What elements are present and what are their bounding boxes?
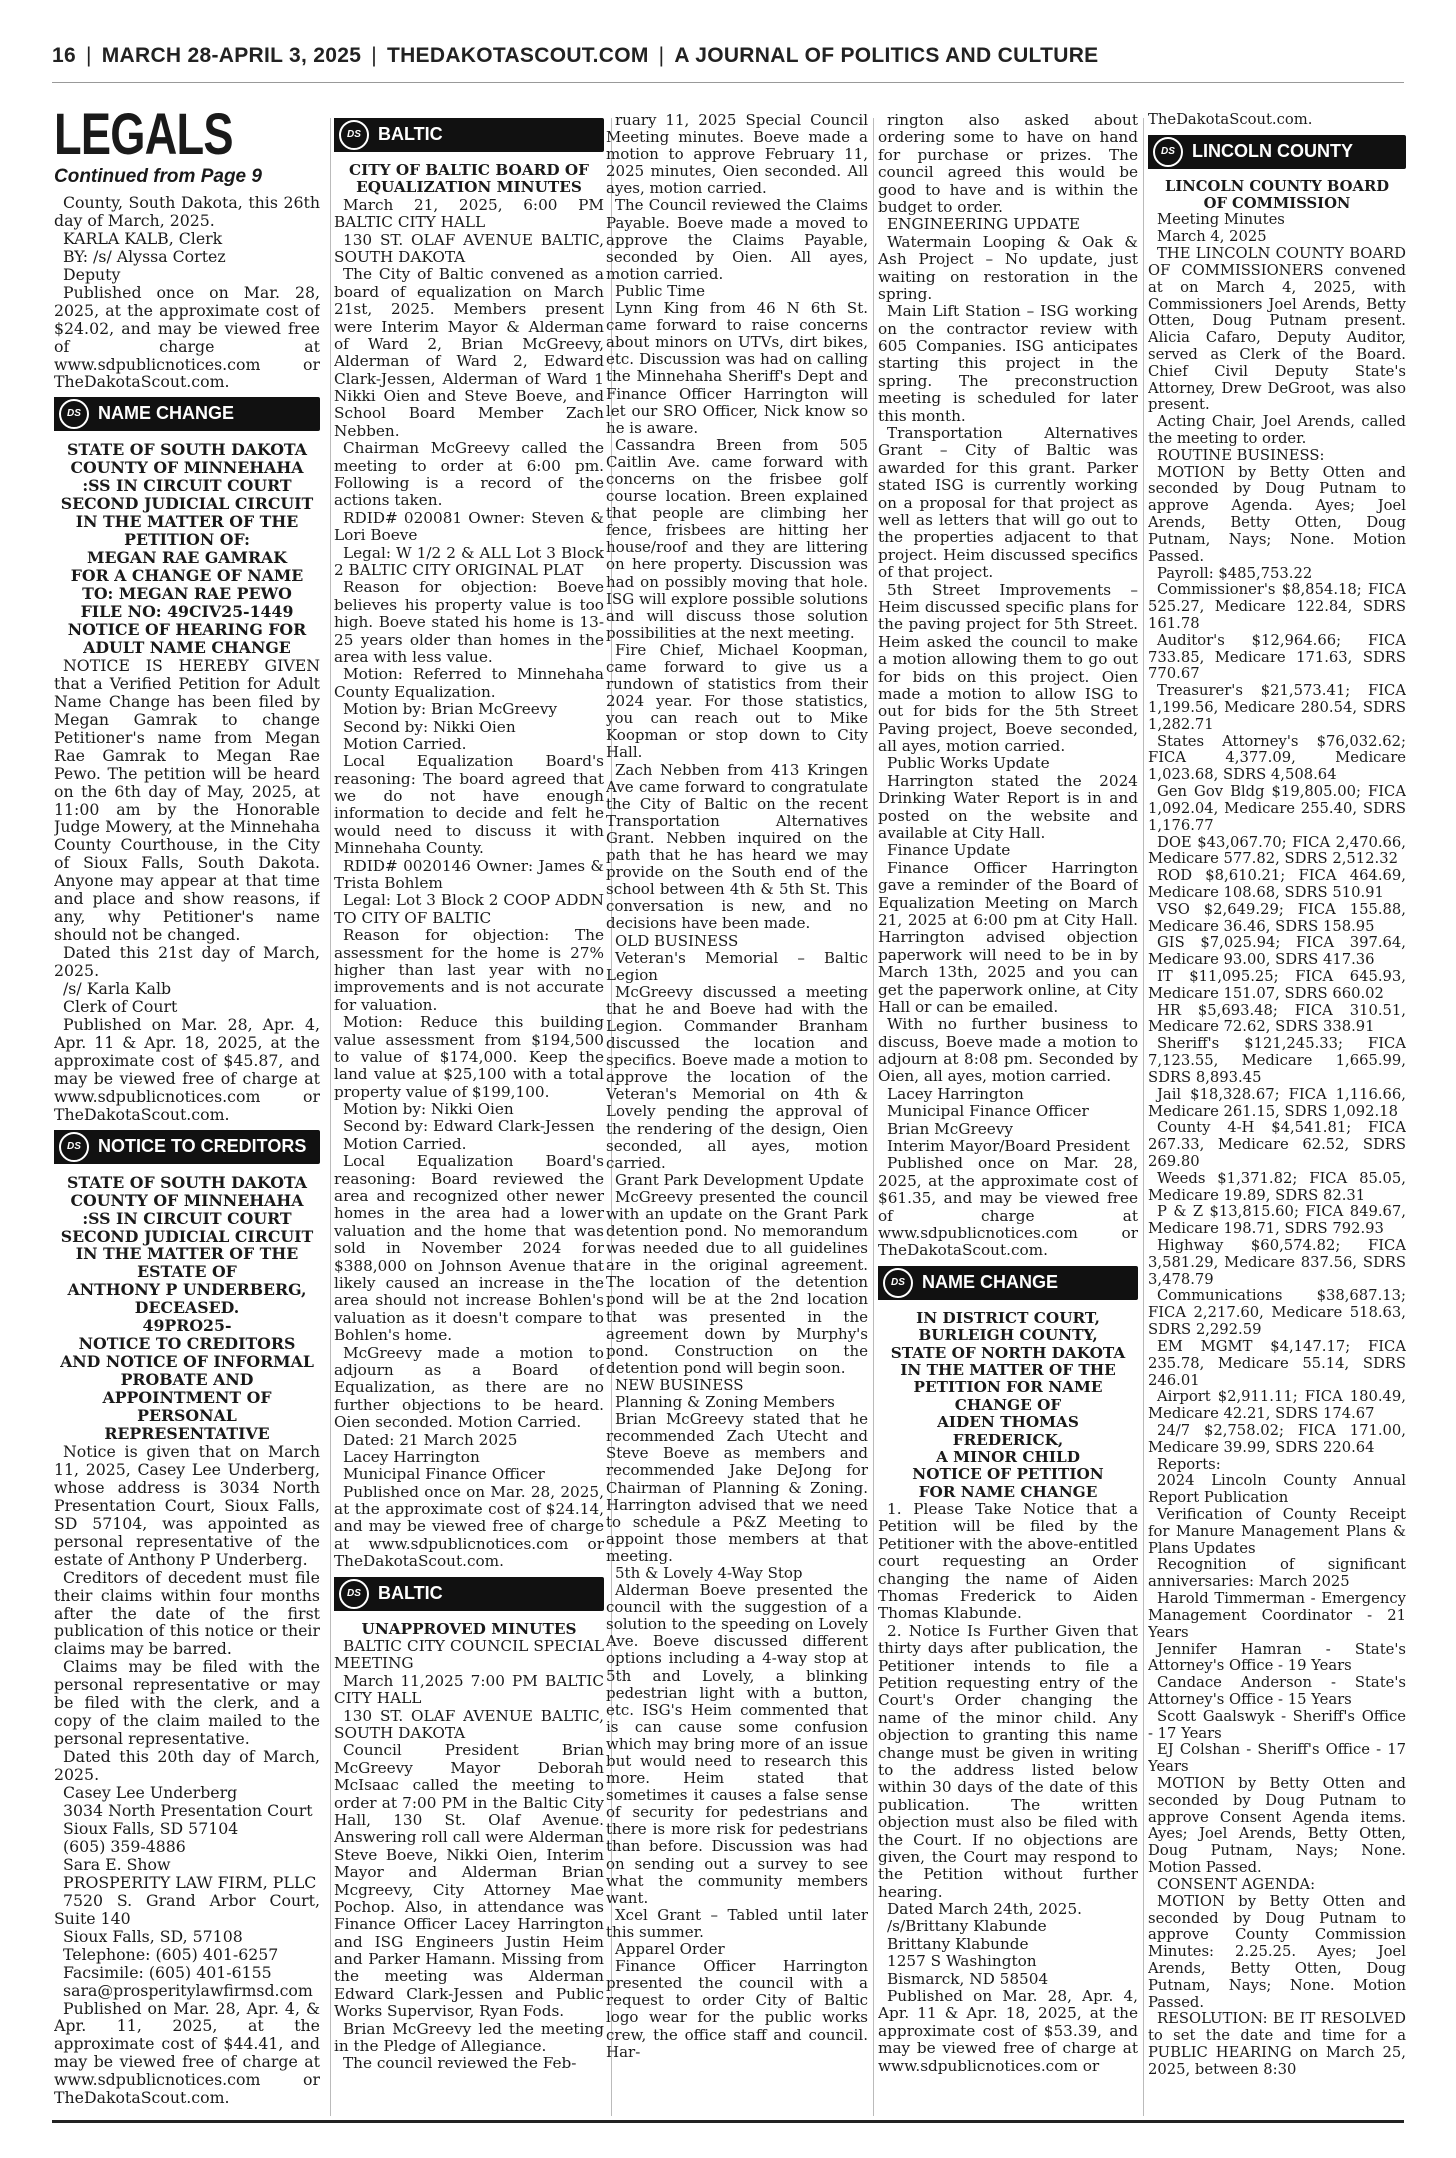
paragraph: Local Equalization Board's reasoning: Board reviewed the area and recognized other newer homes in the area had a lower valuation and the home that was sold in November 2024 for $388,000 on Johnson Avenue that likely caused an increase in the area should not increase Bohlen's valuation as it doesn't compare to Bohlen's home. xyxy=(334,1152,604,1345)
paragraph: Sheriff's $121,245.33; FICA 7,123.55, Medicare 1,665.99, SDRS 8,893.45 xyxy=(1148,1035,1406,1086)
paragraph: Candace Anderson - State's Attorney's Office - 15 Years xyxy=(1148,1674,1406,1708)
paragraph: Gen Gov Bldg $19,805.00; FICA 1,092.04, Medicare 255.40, SDRS 1,176.77 xyxy=(1148,783,1406,834)
paragraph: GIS $7,025.94; FICA 397.64, Medicare 93.00, SDRS 417.36 xyxy=(1148,934,1406,969)
paragraph: PROSPERITY LAW FIRM, PLLC xyxy=(63,1872,317,1892)
paragraph: Legal: W 1/2 2 & ALL Lot 3 Block 2 BALTIC CITY ORIGINAL PLAT xyxy=(334,543,604,579)
paragraph: 5th & Lovely 4-Way Stop xyxy=(615,1563,803,1582)
paragraph: Brian McGreevy xyxy=(887,1119,1014,1138)
paragraph: ROD $8,610.21; FICA 464.69, Medicare 108.68, SDRS 510.91 xyxy=(1148,867,1406,901)
section-header-label: BALTIC xyxy=(378,124,443,145)
paragraph: MOTION by Betty Otten and seconded by Doug Putnam to approve Consent Agenda items. Ayes; Joel Arends, Betty Otten, Doug Putnam, Nays; None. Motion Passed. xyxy=(1148,1775,1406,1877)
paragraph: Published on Mar. 28, Apr. 4, Apr. 11 & Apr. 18, 2025, at the approximate cost of $45.87, and may be viewed free of charge at www.sdpublicnotices.com or TheDakotaScout.com. xyxy=(54,1014,320,1124)
paragraph: Municipal Finance Officer xyxy=(887,1102,1089,1121)
notice-title: CITY OF BALTIC BOARD OF EQUALIZATION MINUTES xyxy=(349,161,589,197)
notice-title: IN DISTRICT COURT, BURLEIGH COUNTY, STATE OF NORTH DAKOTA IN THE MATTER OF THE PETITION FOR NAME CHANGE OF AIDEN THOMAS FREDERICK, A MINOR CHILD NOTICE OF PETITION FOR NAME CHANGE xyxy=(890,1308,1126,1501)
paragraph: Casey Lee Underberg xyxy=(63,1783,238,1803)
section-header-name-change xyxy=(878,1266,1138,1300)
section-subtitle: Continued from Page 9 xyxy=(54,166,262,187)
paragraph: Second by: Edward Clark-Jessen xyxy=(343,1117,595,1136)
paragraph: CONSENT AGENDA: xyxy=(1157,1875,1316,1893)
paragraph: RESOLUTION: BE IT RESOLVED to set the date and time for a PUBLIC HEARING on March 25, 2025, between 8:30 xyxy=(1148,2010,1406,2078)
paragraph: Alderman Boeve presented the council with the suggestion of a solution to the speeding on Lovely Ave. Boeve discussed different options including a 4-way stop at 5th and Lovely, a blinking pedestrian light with a button, etc. ISG's Heim commented that is can cause some confusion which may bring more of an issue but would need to research this more. Heim stated that sometimes it causes a false sense of security for pedestrians and there is more risk for pedestrians than before. Discussion was had on sending out a survey to see what the community members want. xyxy=(606,1581,868,1907)
paragraph: 2024 Lincoln County Annual Report Publication xyxy=(1148,1472,1406,1507)
notice-text xyxy=(334,197,604,1571)
paragraph: Telephone: (605) 401-6257 xyxy=(63,1944,279,1964)
paragraph: Commissioner's $8,854.18; FICA 525.27, Medicare 122.84, SDRS 161.78 xyxy=(1148,581,1406,632)
paragraph: Sara E. Show xyxy=(63,1854,171,1874)
paragraph: Scott Gaalswyk - Sheriff's Office - 17 Years xyxy=(1148,1707,1406,1742)
paragraph: Dated: 21 March 2025 xyxy=(343,1430,518,1449)
paragraph: Jail $18,328.67; FICA 1,116.66, Medicare 261.15, SDRS 1,092.18 xyxy=(1148,1085,1406,1120)
section-header-name-change xyxy=(54,397,320,431)
paragraph: Motion by: Brian McGreevy xyxy=(343,700,558,719)
paragraph: Motion Carried. xyxy=(343,734,467,753)
paragraph: Brian McGreevy led the meeting in the Pledge of Allegiance. xyxy=(334,2019,604,2056)
column-divider xyxy=(873,118,874,2116)
paragraph: VSO $2,649.29; FICA 155.88, Medicare 36.46, SDRS 158.95 xyxy=(1148,900,1406,935)
paragraph: Notice is given that on March 11, 2025, Casey Lee Underberg, whose address is 3034 North Presentation Court, Sioux Falls, SD 57104, was appointed as personal representative of the estate of Anthony P Underberg. xyxy=(54,1441,320,1569)
paragraph: With no further business to discuss, Boeve made a motion to adjourn at 8:08 pm. Seconded by Oien, all ayes, motion carried. xyxy=(878,1015,1138,1086)
notice-title: LINCOLN COUNTY BOARD OF COMMISSION xyxy=(1165,177,1389,212)
paragraph: (605) 359-4886 xyxy=(63,1836,186,1856)
notice-text xyxy=(54,657,320,1124)
section-header-label: NAME CHANGE xyxy=(98,403,235,424)
scout-logo-icon: DS xyxy=(1148,135,1188,169)
paragraph: 1257 S Washington xyxy=(887,1952,1037,1971)
paragraph: rington also asked about ordering some to have on hand for purchase or prizes. The council agreed this would be good to have and is within the budget to order. xyxy=(878,112,1138,216)
paragraph: 7520 S. Grand Arbor Court, Suite 140 xyxy=(54,1890,320,1928)
paragraph: Meeting Minutes xyxy=(1157,211,1285,229)
paragraph: Veteran's Memorial – Baltic Legion xyxy=(606,948,868,984)
paragraph: 130 ST. OLAF AVENUE BALTIC, SOUTH DAKOTA xyxy=(334,1706,604,1742)
page-number: 16 xyxy=(52,44,76,67)
site-link[interactable]: THEDAKOTASCOUT.COM xyxy=(386,44,649,67)
paragraph: Apparel Order xyxy=(615,1940,725,1959)
column-5 xyxy=(1148,112,1406,2110)
column-2 xyxy=(334,118,604,2116)
paragraph: Council President Brian McGreevy Mayor Deborah McIsaac called the meeting to order at 7:00 PM in the Baltic City Hall, 130 St. Olaf Avenue. Answering roll call were Alderman Steve Boeve, Nikki Oien, Interim Mayor and Alderman Brian Mcgreevy, City Attorney Mae Pochop. Also, in attendance was Finance Officer Lacey Harrington and ISG Engineers Justin Heim and Parker Hamann. Missing from the meeting was Alderman Edward Clark-Jessen and Public Works Supervisor, Ryan Fods. xyxy=(334,1741,604,2021)
paragraph: sara@prosperitylawfirmsd.com xyxy=(63,1980,313,2000)
paragraph: Harrington stated the 2024 Drinking Water Report is in and posted on the website and available at City Hall. xyxy=(878,771,1138,843)
section-header-lincoln-county xyxy=(1148,135,1406,169)
paragraph: Highway $60,574.82; FICA 3,581.29, Medicare 837.56, SDRS 3,478.79 xyxy=(1148,1237,1406,1288)
footer-rule xyxy=(52,2120,1404,2123)
paragraph: MOTION by Betty Otten and seconded by Doug Putnam to approve Agenda. Ayes; Joel Arends, Betty Otten, Doug Putnam, Nays; None. Motion Passed. xyxy=(1148,463,1406,565)
paragraph: McGreevy presented the council with an update on the Grant Park detention pond. No memorandum was needed due to all guidelines are in the original agreement. The location of the detention pond will be at the 2nd location that was presented in the agreement down by Murphy's pond. Construction on the detention pond will begin soon. xyxy=(606,1187,868,1377)
paragraph: Finance Officer Harrington presented the council with a request to order City of Baltic logo wear for the public works crew, the office staff and council. Har- xyxy=(606,1957,868,2061)
paragraph: Dated this 20th day of March, 2025. xyxy=(54,1747,320,1785)
masthead: 16 | MARCH 28-APRIL 3, 2025 | THEDAKOTASCOUT.COM | A JOURNAL OF POLITICS AND CULTURE xyxy=(52,44,1099,67)
paragraph: Brittany Klabunde xyxy=(887,1934,1029,1953)
notice-text xyxy=(54,1443,320,2107)
paragraph: Planning & Zoning Members xyxy=(615,1393,835,1412)
paragraph: The City of Baltic convened as a board of equalization on March 21st, 2025. Members present were Interim Mayor & Alderman of Ward 2, Brian McGreevy, Alderman of Ward 2, Edward Clark-Jessen, Alderman of Ward 1 Nikki Oien and Steve Boeve, and School Board Member Zach Nebben. xyxy=(334,265,604,440)
paragraph: 5th Street Improvements – Heim discussed specific plans for the paving project for 5th Street. Heim asked the council to make a motion allowing them to go out for bids on this project. Oien made a motion to allow ISG to out for bids for the 5th Street Paving project, Boeve seconded, all ayes, motion carried. xyxy=(878,580,1138,756)
paragraph: 130 ST. OLAF AVENUE BALTIC, SOUTH DAKOTA xyxy=(334,230,604,266)
paragraph: Legal: Lot 3 Block 2 COOP ADDN TO CITY OF BALTIC xyxy=(334,891,604,927)
paragraph: Communications $38,687.13; FICA 2,217.60, Medicare 518.63, SDRS 2,292.59 xyxy=(1148,1287,1406,1339)
paragraph: Facsimile: (605) 401-6155 xyxy=(63,1962,272,1982)
paragraph: Harold Timmerman - Emergency Management Coordinator - 21 Years xyxy=(1148,1590,1406,1641)
section-header-creditors xyxy=(54,1130,320,1164)
paragraph: Acting Chair, Joel Arends, called the meeting to order. xyxy=(1148,413,1406,447)
paragraph: Transportation Alternatives Grant – City of Baltic was awarded for this grant. Parker stated ISG is currently working on a proposal for that project as well as letters that will go out to the properties adjacent to that project. Heim discussed specifics of that project. xyxy=(878,424,1138,582)
column-1 xyxy=(54,112,320,2110)
paragraph: NOTICE IS HEREBY GIVEN that a Verified Petition for Adult Name Change has been filed by Megan Gamrak to change Petitioner's name from Megan Rae Gamrak to Megan Rae Pewo. The petition will be heard on the 6th day of May, 2025, at 11:00 am by the Honorable Judge Mowery, at the Minnehaha County Courthouse, in the City of Sioux Falls, South Dakota. Anyone may appear at that time and place and show reasons, if any, why Petitioner's name should not be changed. xyxy=(54,655,320,945)
paragraph: Clerk of Court xyxy=(63,996,178,1016)
header-divider xyxy=(52,82,1404,83)
notice-title: STATE OF SOUTH DAKOTA COUNTY OF MINNEHAHA :SS IN CIRCUIT COURT SECOND JUDICIAL CIRCUIT IN THE MATTER OF THE PETITION OF: MEGAN RAE GAMRAK FOR A CHANGE OF NAME TO: MEGAN RAE PEWO FILE NO: 49CIV25-1449 NOTICE OF HEARING FOR ADULT NAME CHANGE xyxy=(60,440,314,657)
paragraph: Verification of County Receipt for Manure Management Plans & Plans Updates xyxy=(1148,1506,1406,1557)
paragraph: EM MGMT $4,147.17; FICA 235.78, Medicare 55.14, SDRS 246.01 xyxy=(1148,1337,1406,1389)
paragraph: 1. Please Take Notice that a Petition will be filed by the Petitioner with the above-entitled court requesting an Order changing the name of Aiden Thomas Frederick to Aiden Thomas Klabunde. xyxy=(878,1500,1138,1623)
paragraph: March 11,2025 7:00 PM BALTIC CITY HALL xyxy=(334,1671,604,1708)
paragraph: Zach Nebben from 413 Kringen Ave came forward to congratulate the City of Baltic on the recent Transportation Alternatives Grant. Nebben inquired on the path that he has heard we may provide on the South end of the school between 4th & 5th St. This conversation is new, and no decisions have been made. xyxy=(606,760,868,933)
section-title: LEGALS xyxy=(54,112,233,167)
section-header-label: NOTICE TO CREDITORS xyxy=(98,1135,307,1156)
paragraph: March 4, 2025 xyxy=(1157,228,1267,246)
paragraph: Main Lift Station – ISG working on the contractor review with 605 Companies. ISG anticipates starting this project in the spring. The preconstruction meeting is scheduled for later this month. xyxy=(878,302,1138,425)
paragraph: P & Z $13,815.60; FICA 849.67, Medicare 198.71, SDRS 792.93 xyxy=(1148,1203,1406,1238)
paragraph: Published once on Mar. 28, 2025, at the approximate cost of $61.35, and may be viewed free of charge at www.sdpublicnotices.com or TheDakotaScout.com. xyxy=(878,1154,1138,1260)
notice-title: UNAPPROVED MINUTES xyxy=(361,1619,577,1638)
paragraph: BALTIC CITY COUNCIL SPECIAL MEETING xyxy=(334,1637,604,1673)
paragraph: Published once on Mar. 28, 2025, at the approximate cost of $24.14, and may be viewed free of charge at www.sdpublicnotices.com or TheDakotaScout.com. xyxy=(334,1482,604,1571)
paragraph: Auditor's $12,964.66; FICA 733.85, Medicare 171.63, SDRS 770.67 xyxy=(1148,631,1406,683)
scout-logo-icon: DS xyxy=(878,1266,918,1300)
paragraph: /s/Brittany Klabunde xyxy=(887,1917,1047,1936)
paragraph: Motion: Referred to Minnehaha County Equalization. xyxy=(334,665,604,701)
paragraph: Fire Chief, Michael Koopman, came forward to give us a rundown of statistics from their 2024 year. For those statistics, you can reach out to Mike Koopman or stop down to City Hall. xyxy=(606,640,868,762)
paragraph: Motion by: Nikki Oien xyxy=(343,1100,514,1119)
notice-title: STATE OF SOUTH DAKOTA COUNTY OF MINNEHAHA :SS IN CIRCUIT COURT SECOND JUDICIAL CIRCUIT IN THE MATTER OF THE ESTATE OF ANTHONY P UNDERBERG, DECEASED. 49PRO25- NOTICE TO CREDITORS AND NOTICE OF INFORMAL PROBATE AND APPOINTMENT OF PERSONAL REPRESENTATIVE xyxy=(60,1172,314,1443)
paragraph: Dated this 21st day of March, 2025. xyxy=(54,943,320,981)
paragraph: Reason for objection: Boeve believes his property value is too high. Boeve stated his home is 13-25 years older than homes in the area with less value. xyxy=(334,578,604,666)
paragraph: 24/7 $2,758.02; FICA 171.00, Medicare 39.99, SDRS 220.64 xyxy=(1148,1421,1406,1456)
paragraph: Creditors of decedent must file their claims within four months after the date of the first publication of this notice or their claims may be barred. xyxy=(54,1567,320,1659)
scout-logo-icon: DS xyxy=(54,1130,94,1164)
paragraph: BY: /s/ Alyssa Cortez xyxy=(63,246,226,266)
paragraph: Second by: Nikki Oien xyxy=(343,717,516,736)
paragraph: March 21, 2025, 6:00 PM BALTIC CITY HALL xyxy=(334,195,604,232)
paragraph: Lacey Harrington xyxy=(343,1447,480,1466)
paragraph: Lacey Harrington xyxy=(887,1084,1024,1103)
paragraph: DOE $43,067.70; FICA 2,470.66, Medicare 577.82, SDRS 2,512.32 xyxy=(1148,833,1406,868)
paragraph: The Council reviewed the Claims Payable. Boeve made a moved to approve the Claims Payable, seconded by Oien. All ayes, motion carried. xyxy=(606,196,868,283)
paragraph: 3034 North Presentation Court xyxy=(63,1801,313,1821)
paragraph: Jennifer Hamran - State's Attorney's Office - 19 Years xyxy=(1148,1640,1406,1675)
paragraph: Public Works Update xyxy=(887,754,1050,773)
paragraph: RDID# 0020146 Owner: James & Trista Bohlem xyxy=(334,856,604,893)
notice-text xyxy=(878,112,1138,1260)
paragraph: States Attorney's $76,032.62; FICA 4,377.09, Medicare 1,023.68, SDRS 4,508.64 xyxy=(1148,732,1406,784)
paragraph: Claims may be filed with the personal representative or may be filed with the clerk, and a copy of the claim mailed to the personal representative. xyxy=(54,1657,320,1749)
paragraph: Lynn King from 46 N 6th St. came forward to raise concerns about minors on UTVs, dirt bikes, etc. Discussion was had on calling the Minnehaha Sheriff's Dept and Finance Officer Harrington will let our SRO Officer, Nick know so he is aware. xyxy=(606,299,868,437)
paragraph: Reports: xyxy=(1157,1455,1221,1473)
notice-text xyxy=(334,1638,604,2073)
paragraph: EJ Colshan - Sheriff's Office - 17 Years xyxy=(1148,1741,1406,1776)
paragraph: County 4-H $4,541.81; FICA 267.33, Medicare 62.52, SDRS 269.80 xyxy=(1148,1119,1406,1170)
section-header-label: BALTIC xyxy=(378,1582,443,1603)
paragraph: ENGINEERING UPDATE xyxy=(887,215,1080,234)
paragraph: THE LINCOLN COUNTY BOARD OF COMMISSIONERS convened at on March 4, 2025, with Commissioners Joel Arends, Betty Otten, Doug Putnam present. Alicia Cafaro, Deputy Auditor, served as Clerk of the Board. Chief Civil Deputy State's Attorney, Drew DeGroot, was also present. xyxy=(1148,245,1406,414)
paragraph: Finance Officer Harrington gave a reminder of the Board of Equalization Meeting on March 21, 2025 at 6:00 pm at City Hall. Harrington advised objection paperwork will need to be in by March 13th, 2025 and you can get the paperwork online, at City Hall or can be emailed. xyxy=(878,858,1138,1016)
paragraph: Sioux Falls, SD 57104 xyxy=(63,1818,239,1838)
paragraph: Chairman McGreevy called the meeting to order at 6:00 pm. Following is a record of the actions taken. xyxy=(334,439,604,510)
notice-text xyxy=(878,1501,1138,2075)
paragraph: Sioux Falls, SD, 57108 xyxy=(63,1926,243,1946)
section-header-label: NAME CHANGE xyxy=(922,1272,1059,1293)
paragraph: Grant Park Development Update xyxy=(615,1170,864,1189)
paragraph: County, South Dakota, this 26th day of March, 2025. xyxy=(54,192,320,230)
column-3 xyxy=(606,112,868,2110)
paragraph: Xcel Grant – Tabled until later this summer. xyxy=(606,1905,868,1941)
section-header-label: LINCOLN COUNTY xyxy=(1192,141,1353,162)
scout-logo-icon: DS xyxy=(54,397,94,431)
issue-date: MARCH 28-APRIL 3, 2025 xyxy=(101,44,362,67)
column-4 xyxy=(878,112,1138,2110)
paragraph: Watermain Looping & Oak & Ash Project – No update, just waiting on restoration in the spring. xyxy=(878,232,1138,303)
paragraph: HR $5,693.48; FICA 310.51, Medicare 72.62, SDRS 338.91 xyxy=(1148,1001,1406,1036)
paragraph: Published once on Mar. 28, 2025, at the approximate cost of $24.02, and may be viewed free of charge at www.sdpublicnotices.com or TheDakotaScout.com. xyxy=(54,282,320,392)
paragraph: Cassandra Breen from 505 Caitlin Ave. came forward with concerns on the frisbee golf course location. Breen explained that people are climbing her fence, frisbees are hitting her house/roof and they are littering on here property. Discussion was had on possibly moving that hole. ISG will explore possible solutions and will discuss those solution possibilities at the next meeting. xyxy=(606,435,868,642)
paragraph: Brian McGreevy stated that he recommended Zach Utecht and Steve Boeve as members and recommended Jake DeJong for Chairman of Planning & Zoning. Harrington advised that we need to schedule a P&Z Meeting to appoint those members at that meeting. xyxy=(606,1410,868,1565)
paragraph: Public Time xyxy=(615,281,706,300)
paragraph: Treasurer's $21,573.41; FICA 1,199.56, Medicare 280.54, SDRS 1,282.71 xyxy=(1148,682,1406,733)
notice-text: TheDakotaScout.com. xyxy=(1148,112,1313,128)
paragraph: Motion: Reduce this building value assessment from $194,500 to value of $174,000. Keep the land value at $25,100 with a total property value of $199,100. xyxy=(334,1013,604,1101)
paragraph: Airport $2,911.11; FICA 180.49, Medicare 42.21, SDRS 174.67 xyxy=(1148,1388,1406,1423)
paragraph: Dated March 24th, 2025. xyxy=(887,1900,1082,1919)
paragraph: Deputy xyxy=(63,264,121,284)
paragraph: McGreevy made a motion to adjourn as a Board of Equalization, as there are no further objections to be heard. Oien seconded. Motion Carried. xyxy=(334,1343,604,1432)
paragraph: OLD BUSINESS xyxy=(615,931,739,950)
paragraph: Published on Mar. 28, Apr. 4, Apr. 11 & Apr. 18, 2025, at the approximate cost of $53.39, and may be viewed free of charge at www.sdpublicnotices.com or xyxy=(878,1987,1138,2075)
paragraph: Local Equalization Board's reasoning: The board agreed that we do not have enough information to decide and felt he would need to discuss it with Minnehaha County. xyxy=(334,752,604,858)
tagline: A JOURNAL OF POLITICS AND CULTURE xyxy=(674,44,1099,67)
scout-logo-icon: DS xyxy=(334,118,374,152)
paragraph: ruary 11, 2025 Special Council Meeting minutes. Boeve made a motion to approve February 11, 2025 minutes, Oien seconded. All ayes, motion carried. xyxy=(606,112,868,198)
paragraph: McGreevy discussed a meeting that he and Boeve had with the Legion. Commander Branham discussed the location and specifics. Boeve made a motion to approve the location of the Veteran's Memorial on 4th & Lovely pending the approval of the rendering of the design, Oien seconded, all ayes, motion carried. xyxy=(606,982,868,1172)
scout-logo-icon: DS xyxy=(334,1577,374,1611)
paragraph: Payroll: $485,753.22 xyxy=(1157,564,1313,582)
paragraph: NEW BUSINESS xyxy=(615,1375,744,1394)
paragraph: Recognition of significant anniversaries: March 2025 xyxy=(1148,1556,1406,1591)
section-header-baltic xyxy=(334,118,604,152)
notice-text xyxy=(606,112,868,2061)
paragraph: MOTION by Betty Otten and seconded by Doug Putnam to approve County Commission Minutes: 2.25.25. Ayes; Joel Arends, Betty Otten, Doug Putnam, Nays; None. Motion Passed. xyxy=(1148,1892,1406,2011)
paragraph: Reason for objection: The assessment for the home is 27% higher than last year with no improvements and is not accurate for valuation. xyxy=(334,926,604,1014)
notice-text xyxy=(54,194,320,391)
paragraph: IT $11,095.25; FICA 645.93, Medicare 151.07, SDRS 660.02 xyxy=(1148,968,1406,1002)
paragraph: Weeds $1,371.82; FICA 85.05, Medicare 19.89, SDRS 82.31 xyxy=(1148,1169,1406,1204)
notice-text xyxy=(1148,212,1406,2078)
paragraph: Municipal Finance Officer xyxy=(343,1465,545,1484)
paragraph: RDID# 020081 Owner: Steven & Lori Boeve xyxy=(334,508,604,545)
column-divider xyxy=(1143,118,1144,2116)
paragraph: 2. Notice Is Further Given that thirty days after publication, the Petitioner intends to file a Petition requesting entry of the Court's Order changing the name of the minor child. Any objection to granting this name change must be given in writing to the address listed below within 30 days of the date of this publication. The written objection must also be filed with the Court. If no objections are given, the Court may respond to the Petition without further hearing. xyxy=(878,1621,1138,1901)
paragraph: Interim Mayor/Board President xyxy=(887,1137,1130,1156)
column-divider xyxy=(330,118,331,2116)
paragraph: The council reviewed the Feb- xyxy=(343,2054,577,2073)
paragraph: Motion Carried. xyxy=(343,1134,467,1153)
paragraph: KARLA KALB, Clerk xyxy=(63,228,223,248)
paragraph: Published on Mar. 28, Apr. 4, & Apr. 11, 2025, at the approximate cost of $44.41, and may be viewed free of charge at www.sdpublicnotices.com or TheDakotaScout.com. xyxy=(54,1998,320,2108)
paragraph: Finance Update xyxy=(887,841,1011,860)
paragraph: Bismarck, ND 58504 xyxy=(887,1969,1049,1988)
paragraph: /s/ Karla Kalb xyxy=(63,979,172,999)
section-header-baltic xyxy=(334,1577,604,1611)
paragraph: ROUTINE BUSINESS: xyxy=(1157,446,1325,464)
